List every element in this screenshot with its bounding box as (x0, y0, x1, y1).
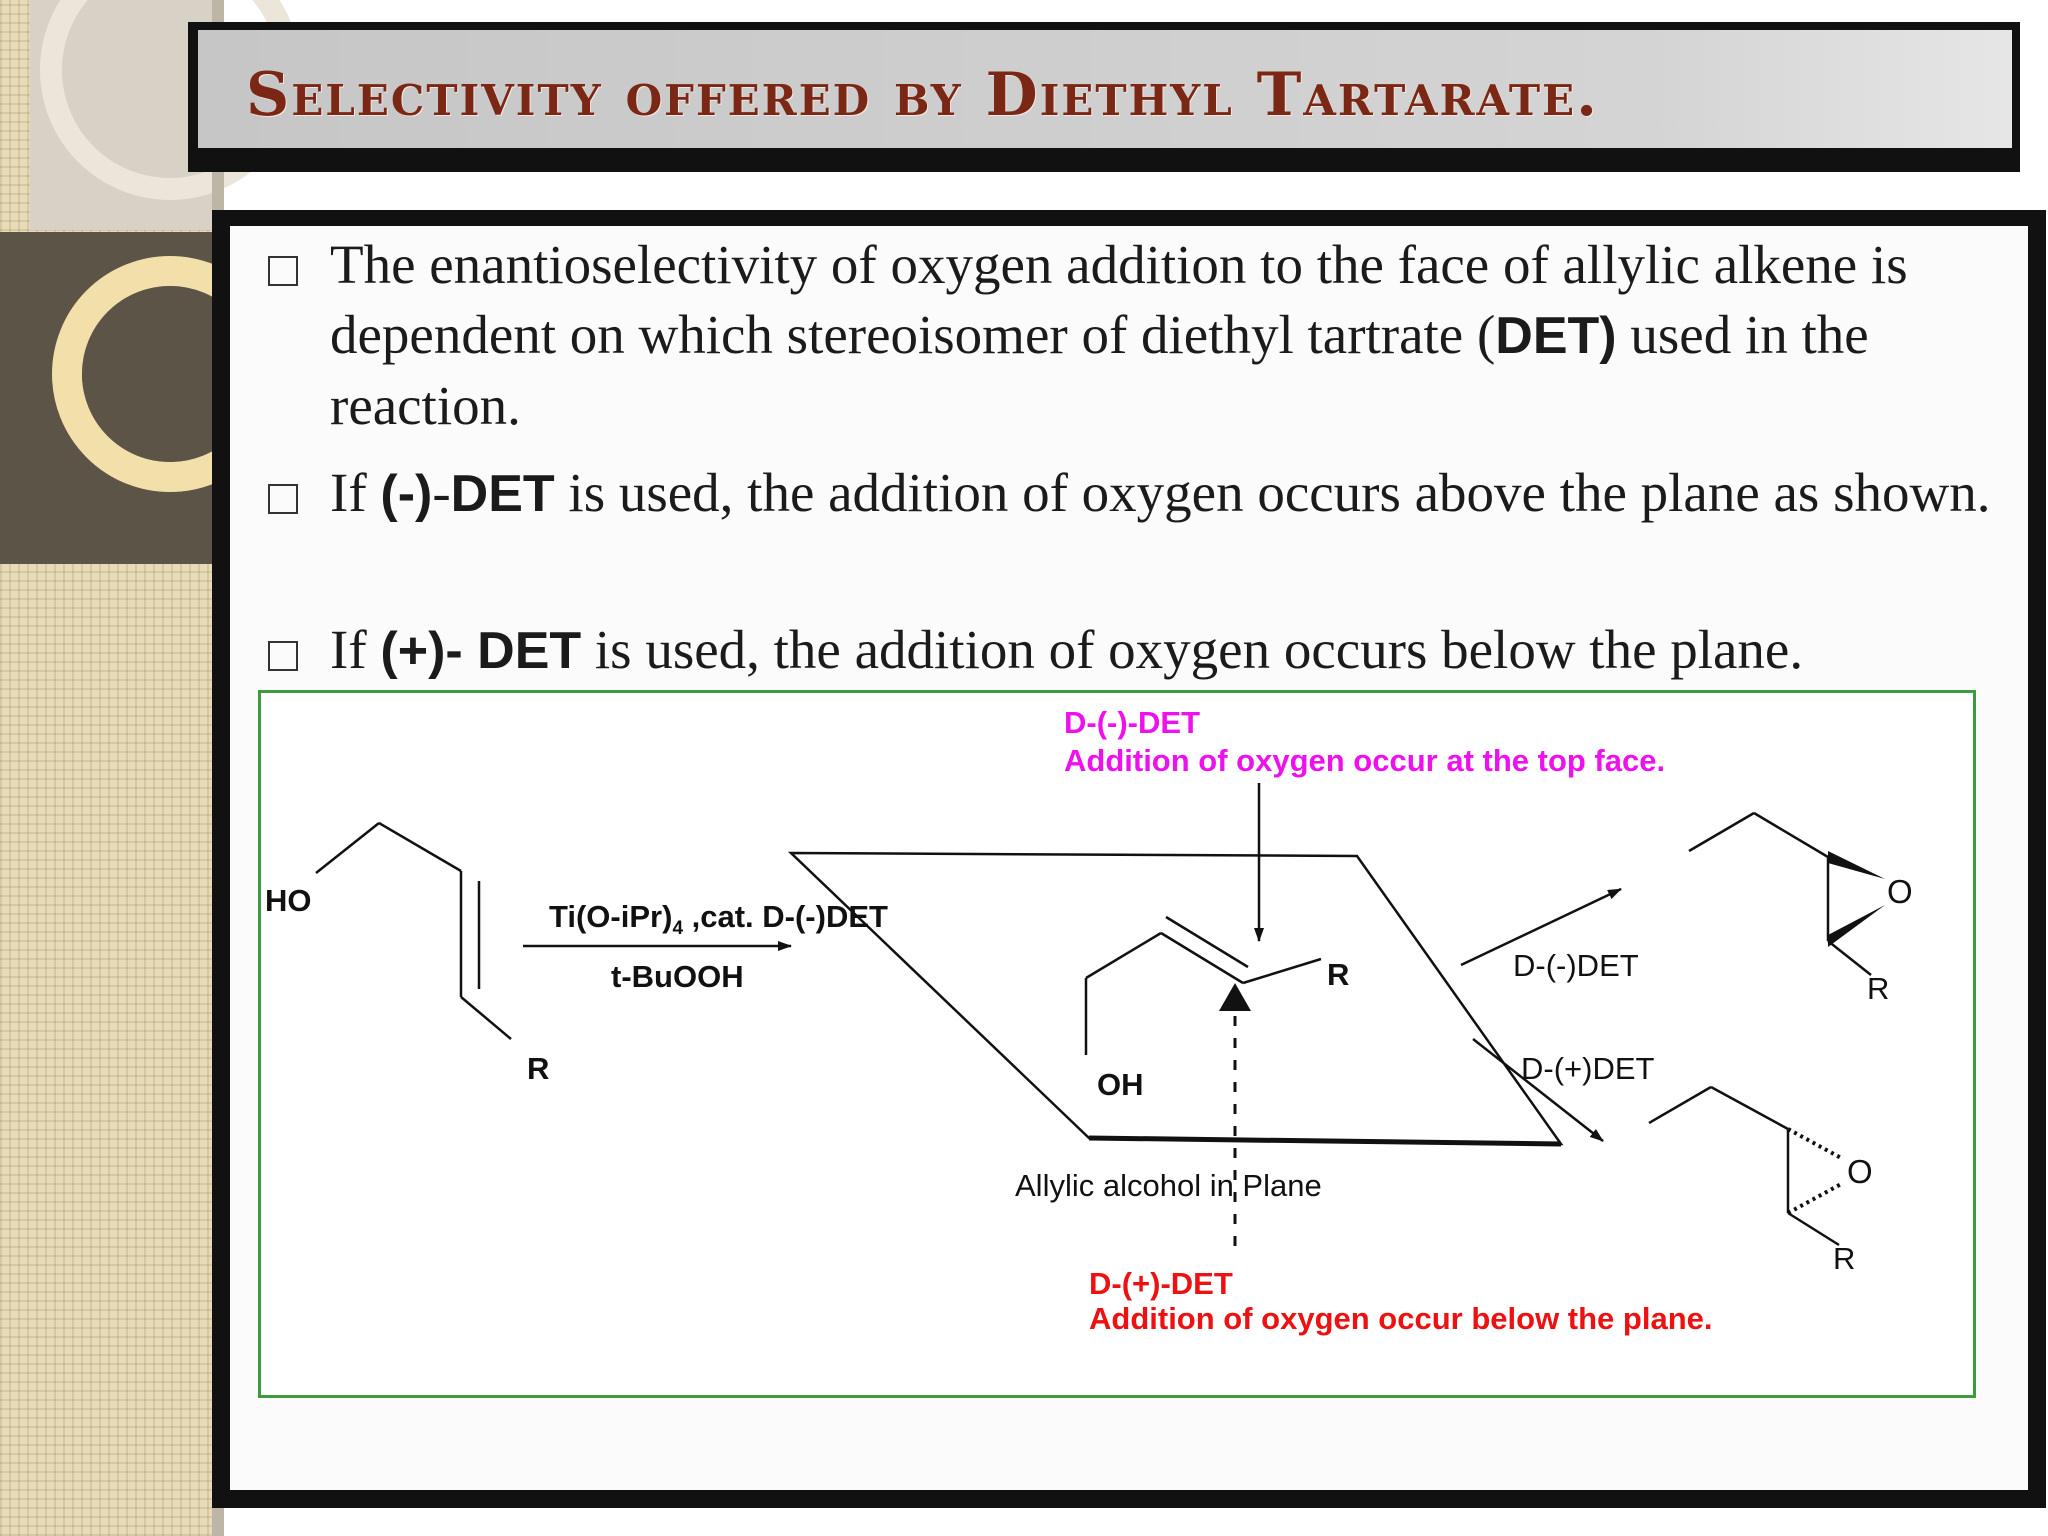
hydroxyl-label: HO (265, 883, 312, 918)
bottom-face-note: Addition of oxygen occur below the plane. (1089, 1301, 1713, 1336)
reaction-scheme (258, 690, 1976, 1398)
upper-epoxide-wedge-top (1828, 851, 1885, 879)
upper-epoxide-oxygen-label: O (1887, 873, 1913, 910)
upper-epoxide-wedge-bottom (1828, 905, 1885, 947)
lower-epoxide-structure (1649, 1087, 1843, 1245)
lower-epoxide-oxygen-label: O (1847, 1153, 1873, 1190)
bullet-text: If (-)-DET is used, the addition of oxygen occurs above the plane as shown. (330, 462, 1991, 523)
top-face-note: Addition of oxygen occur at the top face. (1064, 743, 1666, 778)
bullet-text: The enantioselectivity of oxygen addition to the face of allylic alkene is dependent on which stereoisomer of diethyl tartrate (DET) used in the reaction. (330, 234, 1908, 436)
bottom-face-arrowhead (1219, 983, 1251, 1011)
molecular-plane (791, 853, 1561, 1144)
in-plane-alcohol-structure (1086, 917, 1321, 1055)
oxidant-label: t-BuOOH (611, 959, 744, 994)
lower-epoxide-r-label: R (1833, 1241, 1856, 1276)
upper-epoxide-r-label: R (1867, 971, 1890, 1006)
r-group-label: R (527, 1051, 550, 1086)
slide-title: Selectivity offered by Diethyl Tartarate. (246, 60, 1599, 130)
bullet-box-icon (268, 484, 298, 514)
reagent-label: $Ti(O-iPr)_4$ ,cat. D-(-)DET (549, 899, 888, 940)
branch-lower-label: D-(+)DET (1521, 1051, 1655, 1086)
branch-upper-label: D-(-)DET (1513, 948, 1639, 983)
plane-caption: Allylic alcohol in Plane (1015, 1168, 1322, 1203)
bullet-box-icon (268, 256, 298, 286)
bullet-text: If (+)- DET is used, the addition of oxygen occurs below the plane. (330, 619, 1804, 680)
top-det-label: D-(-)-DET (1064, 705, 1201, 740)
bullet-item (268, 230, 2008, 441)
bullet-item (268, 458, 2008, 529)
in-plane-oh-label: OH (1097, 1067, 1144, 1102)
allylic-alcohol-structure (316, 823, 511, 1039)
bullet-item (268, 615, 2008, 686)
decorative-side-pattern (0, 0, 222, 1536)
bullet-box-icon (268, 641, 298, 671)
bottom-det-label: D-(+)-DET (1089, 1266, 1233, 1301)
in-plane-r-label: R (1327, 957, 1350, 992)
upper-epoxide-structure (1689, 813, 1871, 975)
